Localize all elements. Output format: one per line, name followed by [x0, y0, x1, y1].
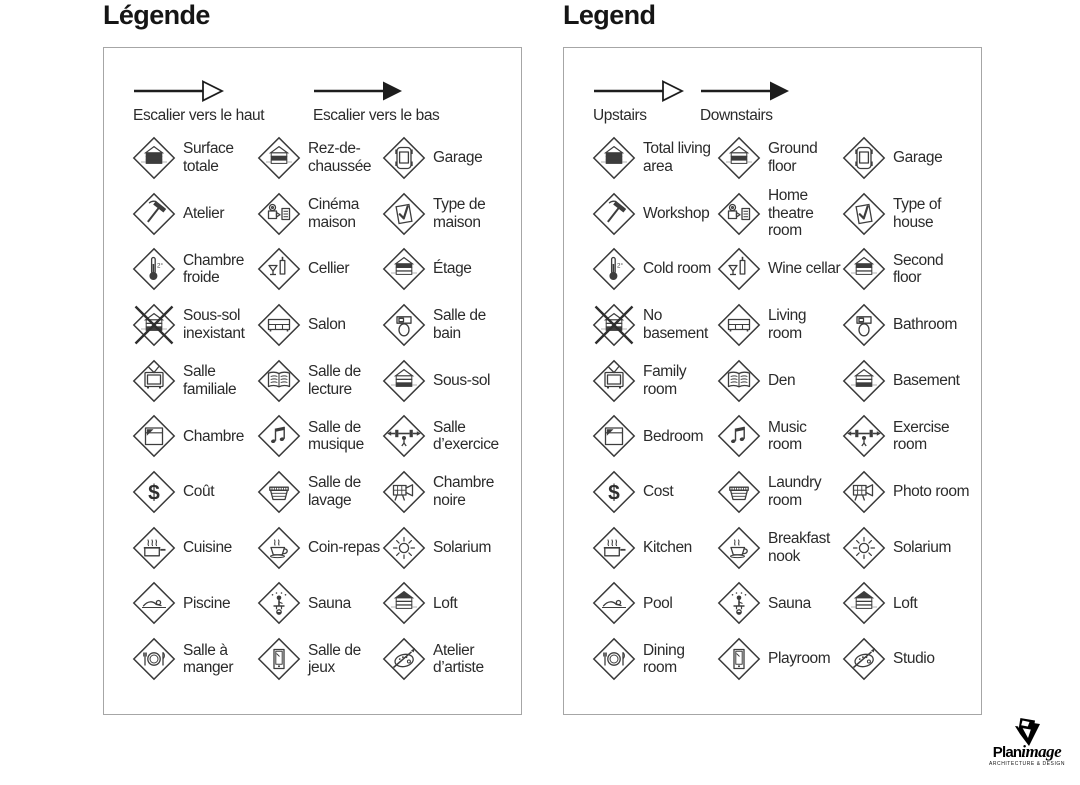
- legend-item: [257, 637, 382, 681]
- garage-icon: [382, 136, 426, 180]
- legend-item-label: Salle d’exercice: [433, 418, 499, 454]
- legend-item-label: Solarium: [433, 538, 491, 556]
- legend-item-label: Dining room: [643, 641, 685, 677]
- legend-item: [132, 136, 257, 180]
- legend-item-label: Garage: [893, 149, 943, 167]
- solarium-icon: [382, 526, 426, 570]
- stairs-arrow-key: [593, 74, 791, 125]
- legend-item-label: Family room: [643, 363, 687, 398]
- legend-item: [592, 470, 717, 514]
- loft-icon: [382, 581, 426, 625]
- legend-item: [382, 359, 513, 403]
- cold-room-icon: [592, 247, 636, 291]
- legend-item: [382, 526, 513, 570]
- legend-item: [592, 414, 717, 458]
- legend-item: [592, 359, 717, 403]
- legend-item: [592, 136, 717, 180]
- stairs-up-label: Escalier vers le haut: [133, 107, 265, 124]
- bathroom-icon: [842, 303, 886, 347]
- legend-item: [382, 637, 513, 681]
- pool-icon: [592, 581, 636, 625]
- workshop-icon: [132, 192, 176, 236]
- playroom-icon: [257, 637, 301, 681]
- legend-item-label: Second floor: [893, 251, 944, 287]
- legend-panel-english: [563, 47, 982, 715]
- type-of-house-icon: [842, 192, 886, 236]
- legend-grid-english: [592, 130, 973, 687]
- legend-item: [382, 247, 513, 291]
- legend-panel-french: [103, 47, 522, 715]
- home-theatre-icon: [717, 192, 761, 236]
- legend-item: [132, 247, 257, 291]
- legend-item-label: Coin-repas: [308, 538, 380, 556]
- laundry-icon: [257, 470, 301, 514]
- legend-item: [842, 303, 973, 347]
- legend-item-label: Atelier d’artiste: [433, 641, 484, 677]
- studio-icon: [842, 637, 886, 681]
- wine-cellar-icon: [257, 247, 301, 291]
- legend-item: [257, 581, 382, 625]
- sauna-icon: [257, 581, 301, 625]
- legend-item-label: Piscine: [183, 594, 231, 612]
- breakfast-icon: [717, 526, 761, 570]
- legend-item: [132, 359, 257, 403]
- legend-item: [132, 526, 257, 570]
- cost-icon: [132, 470, 176, 514]
- legend-item-label: Exercise room: [893, 418, 950, 454]
- legend-item: [717, 414, 842, 458]
- legend-item-label: Ground floor: [768, 140, 818, 175]
- legend-item-label: Cost: [643, 483, 674, 501]
- legend-item: [717, 247, 842, 291]
- legend-item-label: Photo room: [893, 483, 970, 501]
- legend-item: [382, 414, 513, 458]
- planimage-logo: [984, 716, 1070, 767]
- legend-item-label: Cellier: [308, 260, 350, 278]
- studio-icon: [382, 637, 426, 681]
- legend-item: [382, 136, 513, 180]
- legend-item: [382, 192, 513, 236]
- legend-item: [842, 247, 973, 291]
- svg-text:2°: 2°: [157, 262, 163, 270]
- living-room-icon: [257, 303, 301, 347]
- ground-floor-icon: [257, 136, 301, 180]
- home-theatre-icon: [257, 192, 301, 236]
- legend-item-label: Cuisine: [183, 538, 232, 556]
- legend-item-label: Atelier: [183, 204, 225, 222]
- photo-room-icon: [842, 470, 886, 514]
- legend-item: [132, 303, 257, 347]
- legend-item: [132, 414, 257, 458]
- legend-item-label: Sous-sol: [433, 371, 491, 389]
- legend-item: [842, 136, 973, 180]
- wine-cellar-icon: [717, 247, 761, 291]
- second-floor-icon: [382, 247, 426, 291]
- legend-item-label: Breakfast nook: [768, 530, 830, 565]
- svg-text:$: $: [608, 481, 620, 505]
- legend-item-label: Sous-sol inexistant: [183, 307, 245, 342]
- legend-item-label: Salle de lavage: [308, 474, 361, 509]
- legend-item: [592, 303, 717, 347]
- legend-item: [592, 526, 717, 570]
- legend-item-label: Workshop: [643, 204, 710, 222]
- legend-item-label: Bedroom: [643, 427, 704, 445]
- svg-text:$: $: [148, 481, 160, 505]
- legend-item-label: Loft: [893, 594, 918, 612]
- no-basement-icon: [592, 303, 636, 347]
- legend-item: [132, 192, 257, 236]
- stairs-down-label: Escalier vers le bas: [313, 107, 440, 124]
- legend-item-label: Loft: [433, 594, 458, 612]
- legend-item: [717, 581, 842, 625]
- logo-text-plan: Plan: [992, 744, 1022, 761]
- sauna-icon: [717, 581, 761, 625]
- legend-item-label: Living room: [768, 307, 807, 342]
- laundry-icon: [717, 470, 761, 514]
- legend-item: [257, 136, 382, 180]
- panel-title-french: Légende: [103, 0, 210, 30]
- kitchen-icon: [132, 526, 176, 570]
- photo-room-icon: [382, 470, 426, 514]
- legend-item: [257, 414, 382, 458]
- legend-item: [257, 359, 382, 403]
- legend-item: [717, 303, 842, 347]
- legend-item: [842, 359, 973, 403]
- legend-item: [842, 470, 973, 514]
- legend-item-label: Salon: [308, 316, 346, 334]
- stairs-up-label: Upstairs: [593, 107, 647, 124]
- dining-room-icon: [132, 637, 176, 681]
- stairs-down-label: Downstairs: [700, 107, 773, 124]
- legend-item: [257, 303, 382, 347]
- legend-item: [132, 470, 257, 514]
- stairs-up-arrow-icon: [593, 74, 700, 107]
- legend-item-label: Salle de bain: [433, 307, 486, 342]
- legend-item: [592, 581, 717, 625]
- legend-item-label: Cold room: [643, 260, 711, 278]
- stairs-down-key: [313, 74, 439, 125]
- legend-item: [717, 526, 842, 570]
- legend-item-label: Solarium: [893, 538, 951, 556]
- legend-item-label: No basement: [643, 307, 708, 342]
- legend-item-label: Basement: [893, 371, 960, 389]
- exercise-room-icon: [842, 414, 886, 458]
- logo-tagline: ARCHITECTURE & DESIGN: [988, 761, 1065, 767]
- stairs-up-key: [133, 74, 313, 125]
- legend-item-label: Salle de lecture: [308, 363, 361, 398]
- legend-item: [257, 247, 382, 291]
- kitchen-icon: [592, 526, 636, 570]
- music-room-icon: [717, 414, 761, 458]
- legend-item: [717, 136, 842, 180]
- stairs-down-arrow-icon: [313, 74, 439, 107]
- legend-item: [717, 187, 842, 240]
- second-floor-icon: [842, 247, 886, 291]
- playroom-icon: [717, 637, 761, 681]
- stairs-up-arrow-icon: [133, 74, 313, 107]
- legend-item: [382, 470, 513, 514]
- legend-item-label: Music room: [768, 418, 807, 454]
- legend-item-label: Wine cellar: [768, 260, 841, 278]
- type-of-house-icon: [382, 192, 426, 236]
- total-area-icon: [132, 136, 176, 180]
- no-basement-icon: [132, 303, 176, 347]
- legend-item-label: Bathroom: [893, 316, 957, 334]
- legend-item: [592, 247, 717, 291]
- legend-item: [592, 637, 717, 681]
- legend-item: [842, 637, 973, 681]
- music-room-icon: [257, 414, 301, 458]
- breakfast-icon: [257, 526, 301, 570]
- logo-text-image: image: [1021, 742, 1062, 761]
- legend-item-label: Chambre froide: [183, 251, 244, 287]
- legend-item: [842, 192, 973, 236]
- legend-item: [592, 192, 717, 236]
- legend-item-label: Total living area: [643, 140, 711, 175]
- stairs-arrow-key: [133, 74, 439, 125]
- legend-item: [717, 359, 842, 403]
- legend-item: [842, 414, 973, 458]
- legend-item: [717, 637, 842, 681]
- legend-item: [717, 470, 842, 514]
- stairs-up-key: [593, 74, 700, 125]
- basement-icon: [382, 359, 426, 403]
- family-room-icon: [132, 359, 176, 403]
- cold-room-icon: [132, 247, 176, 291]
- legend-item-label: Pool: [643, 594, 673, 612]
- legend-item-label: Surface totale: [183, 140, 234, 175]
- loft-icon: [842, 581, 886, 625]
- legend-item: [382, 303, 513, 347]
- legend-item-label: Salle de musique: [308, 418, 364, 454]
- bedroom-icon: [132, 414, 176, 458]
- legend-item-label: Rez-de-chaussée: [308, 140, 372, 175]
- basement-icon: [842, 359, 886, 403]
- legend-item-label: Den: [768, 371, 796, 389]
- total-area-icon: [592, 136, 636, 180]
- dining-room-icon: [592, 637, 636, 681]
- workshop-icon: [592, 192, 636, 236]
- legend-item-label: Sauna: [308, 594, 351, 612]
- bathroom-icon: [382, 303, 426, 347]
- legend-item-label: Laundry room: [768, 474, 822, 509]
- legend-item-label: Cinéma maison: [308, 196, 360, 231]
- cost-icon: [592, 470, 636, 514]
- ground-floor-icon: [717, 136, 761, 180]
- legend-item: [257, 526, 382, 570]
- stairs-down-arrow-icon: [700, 74, 791, 107]
- legend-item: [842, 526, 973, 570]
- legend-item-label: Type de maison: [433, 196, 486, 231]
- family-room-icon: [592, 359, 636, 403]
- legend-item-label: Playroom: [768, 650, 831, 668]
- stairs-down-key: [700, 74, 791, 125]
- legend-item-label: Home theatre room: [768, 187, 814, 240]
- bedroom-icon: [592, 414, 636, 458]
- den-icon: [717, 359, 761, 403]
- svg-text:2°: 2°: [617, 262, 623, 270]
- panel-title-english: Legend: [563, 0, 656, 30]
- legend-item: [382, 581, 513, 625]
- legend-item: [257, 470, 382, 514]
- legend-item-label: Type of house: [893, 196, 942, 231]
- living-room-icon: [717, 303, 761, 347]
- legend-item-label: Coût: [183, 483, 215, 501]
- legend-item: [132, 637, 257, 681]
- legend-item-label: Salle familiale: [183, 363, 237, 398]
- solarium-icon: [842, 526, 886, 570]
- den-icon: [257, 359, 301, 403]
- legend-item-label: Salle à manger: [183, 641, 234, 677]
- legend-item-label: Étage: [433, 260, 472, 278]
- legend-item-label: Kitchen: [643, 538, 692, 556]
- exercise-room-icon: [382, 414, 426, 458]
- garage-icon: [842, 136, 886, 180]
- legend-item-label: Chambre noire: [433, 474, 494, 509]
- legend-item-label: Chambre: [183, 427, 244, 445]
- legend-item: [132, 581, 257, 625]
- legend-item: [257, 192, 382, 236]
- legend-item-label: Garage: [433, 149, 483, 167]
- legend-item-label: Studio: [893, 650, 935, 668]
- legend-item-label: Sauna: [768, 594, 811, 612]
- legend-item-label: Salle de jeux: [308, 641, 361, 677]
- legend-item: [842, 581, 973, 625]
- legend-grid-french: [132, 130, 513, 687]
- pool-icon: [132, 581, 176, 625]
